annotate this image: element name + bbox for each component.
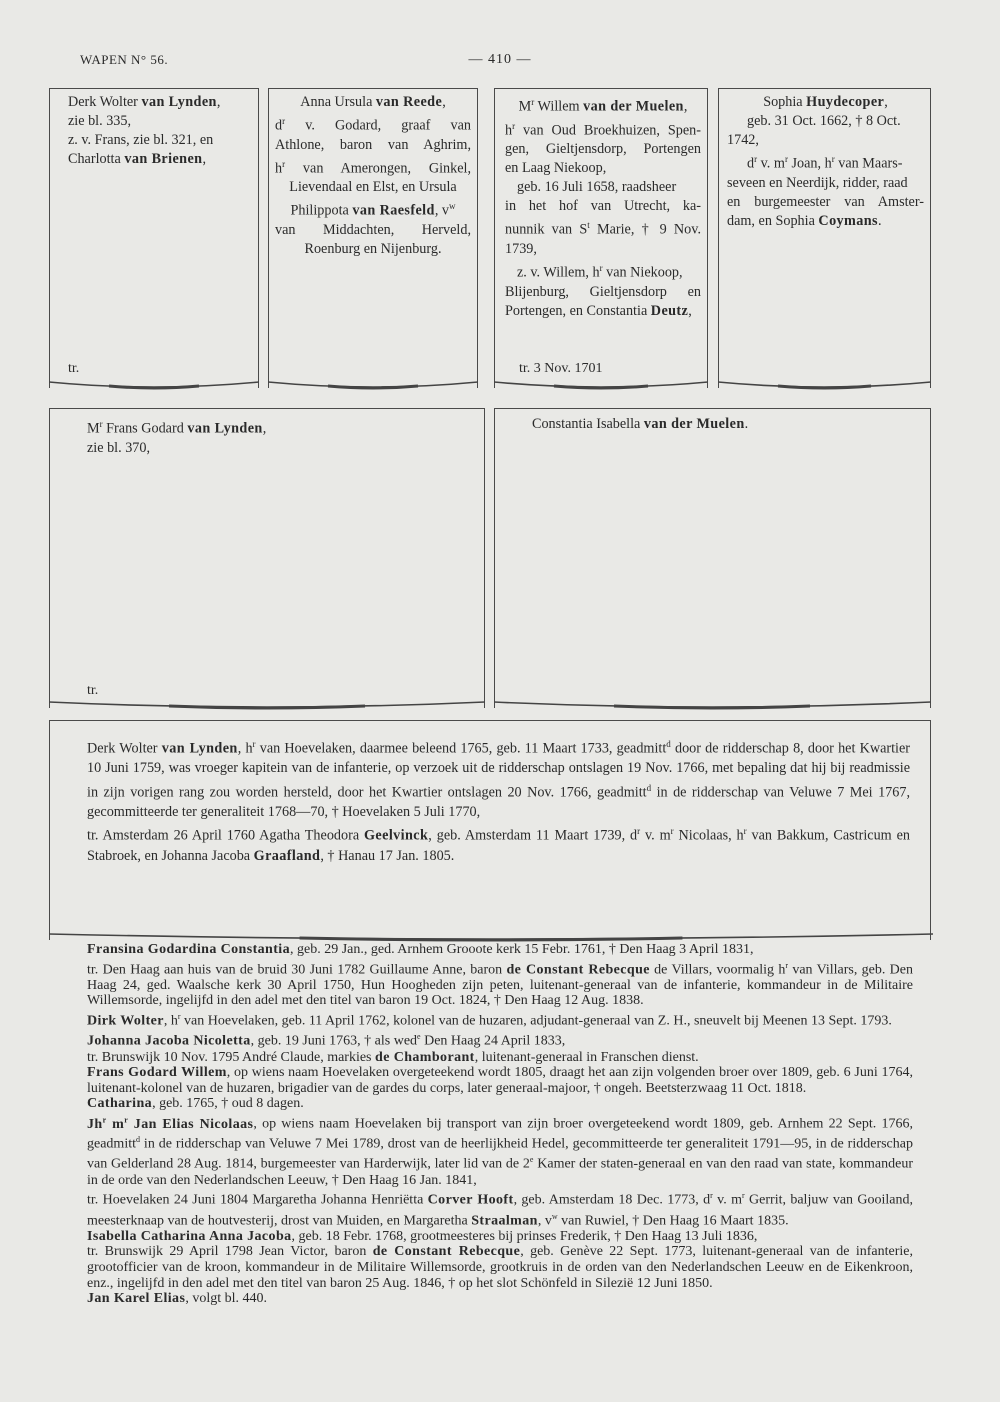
children-list [87, 942, 913, 1307]
line: en burgemeester van Amster- [727, 193, 924, 210]
marriage-label: tr. [68, 361, 80, 376]
line: Sophia Huydecoper, [763, 94, 888, 110]
line: Derk Wolter van Lynden, [68, 94, 221, 110]
line: zie bl. 335, [68, 113, 132, 129]
line: van Middachten, Herveld, [275, 222, 471, 239]
list-item: Johanna Jacoba Nicoletta, geb. 19 Juni 1763, † als wed$^e$ Den Haag 24 April 1833, [87, 1032, 566, 1049]
list-item: Isabella Catharina Anna Jacoba, geb. 18 Febr. 1768, grootmeesteres bij prinses Frederik, † Den Haag 13 Juli 1836, [87, 1228, 758, 1244]
ancestor-box-4-text [719, 89, 930, 231]
subject-biography: Derk Wolter van Lynden, $h^r$ van Hoevelaken, daarmee beleend 1765, geb. 11 Maart 1733, geadmitt$^d$ door de ridderschap 8, door het Kwartier 10 Juni 1759, was vroeger kapitein van de infanterie, op verzoek uit de ridderschap ontslagen 19 Nov. 1766, met bepaling dat hij bij readmissie in zijn vorigen rang zou worden hersteld, door het Kwartier ontslagen 20 Nov. 1766, geadmitt$^d$ in de ridderschap van Veluwe 7 Mei 1767, gecommitteerde ter generaliteit 1768—70, † Hoevelaken 5 Juli 1770, tr. Amsterdam 26 April 1760 Agatha Theodora Geelvinck, geb. Amsterdam 11 Maart 1739, $d^r$ v. $m^r$ Nicolaas, $h^r$ van Bakkum, Castricum en Stabroek, en Johanna Jacoba Graafland, † Hanau 17 Jan. 1805. [87, 739, 910, 864]
line: Anna Ursula van Reede, [300, 94, 446, 110]
ancestor-box-2-text [269, 89, 477, 259]
line: $h^r$ van Amerongen, Ginkel, [275, 158, 471, 177]
list-item: tr. Den Haag aan huis van de bruid 30 Juni 1782 Guillaume Anne, baron de Constant Rebecque de Villars, voormalig $h^r$ van Villars, geb. Den Haag 24, ged. Waalsche kerk 30 April 1750, Hun Hoogheden zijn peten, luitenant-generaal van de infanterie, kommandeur in de Militaire Willemsorde, ingelijfd in den adel met den titel van baron 19 Oct. 1824, † Den Haag 12 Aug. 1838. [87, 960, 914, 1009]
list-item: tr. Brunswijk 29 April 1798 Jean Victor, baron de Constant Rebecque, geb. Genève 22 Sept. 1773, luitenant-generaal van de infanterie, grootofficier van de kroon, kommandeur in de Militaire Willemsorde, grootkruis in de orden van den Nederlandschen Leeuw en de Eikenkroon, enz., ingelijfd in den adel met den titel van baron 25 Aug. 1846, † op het slot Schönfeld in Silezië 12 Juni 1850. [87, 1244, 913, 1291]
list-item: Fransina Godardina Constantia, geb. 29 Jan., ged. Arnhem Grooote kerk 15 Febr. 1761, † Den Haag 3 April 1831, [87, 942, 754, 957]
line: $M^r$ Willem van der Muelen, [518, 97, 688, 115]
subject-biography-box [49, 720, 931, 940]
line: Blijenburg, Gieltjensdorp en [505, 283, 701, 300]
parent-box-1 [49, 408, 485, 708]
line: dam, en Sophia Coymans. [727, 212, 882, 229]
line: nunnik van $S^t$ Marie, † 9 Nov. [505, 220, 701, 239]
box-bottom-border [268, 378, 478, 392]
marriage-label: tr. 3 Nov. 1701 [519, 361, 603, 376]
ancestor-box-3 [494, 88, 708, 388]
ancestor-box-2 [268, 88, 478, 388]
list-item: Jan Karel Elias, volgt bl. 440. [87, 1291, 267, 1307]
plate-number: WAPEN N° 56. [80, 52, 169, 67]
box-bottom-border [49, 698, 485, 712]
line: Portengen, en Constantia Deutz, [505, 302, 692, 319]
box-bottom-border [49, 378, 259, 392]
line: $M^r$ Frans Godard van Lynden, [87, 419, 267, 437]
marriage-label: tr. [87, 683, 99, 698]
line: Constantia Isabella van der Muelen. [532, 416, 749, 432]
line: seveen en Neerdijk, ridder, raad [727, 174, 908, 191]
box-bottom-border [718, 378, 931, 392]
ancestor-box-1 [49, 88, 259, 388]
box-bottom-border [494, 698, 931, 712]
line: Philippota van Raesfeld, $v^w$ [290, 201, 456, 220]
line: 1739, [505, 241, 537, 258]
line: Athlone, baron van Aghrim, [275, 136, 471, 153]
line: Roenburg en Nijenburg. [304, 241, 442, 258]
ancestor-box-3-text [495, 89, 707, 321]
page-header [80, 52, 920, 72]
ancestor-box-4 [718, 88, 931, 388]
line: in het hof van Utrecht, ka- [505, 198, 701, 215]
line: $d^r$ v. Godard, graaf van [275, 116, 471, 134]
line: geb. 16 Juli 1658, raadsheer [517, 179, 677, 196]
line: Lievendaal en Elst, en Ursula [289, 179, 457, 196]
line: 1742, [727, 132, 759, 148]
line: gen, Gieltjensdorp, Portengen [505, 141, 701, 158]
line: z. v. Frans, zie bl. 321, en [68, 132, 214, 148]
list-item: Dirk Wolter, $h^r$ van Hoevelaken, geb. 11 April 1762, kolonel van de huzaren, adjudant-generaal van Z. H., sneuvelt bij Meenen 13 Sept. 1793. [87, 1012, 892, 1029]
parent-box-2-text [495, 409, 930, 434]
line: $d^r$ v. $m^r$ Joan, $h^r$ van Maars- [747, 154, 903, 172]
parent-box-2 [494, 408, 931, 708]
line: Charlotta van Brienen, [68, 151, 206, 167]
list-item: tr. Brunswijk 10 Nov. 1795 André Claude, markies de Chamborant, luitenant-generaal in Franschen dienst. [87, 1049, 699, 1065]
page-number: — 410 — [468, 52, 532, 67]
list-item: tr. Hoevelaken 24 Juni 1804 Margaretha Johanna Henriëtta Corver Hooft, geb. Amsterdam 18 Dec. 1773, $d^r$ v. $m^r$ Gerrit, baljuw van Gooiland, meesterknaap van de houtvesterij, drost van Muiden, en Margaretha Straalman, $v^w$ van Ruwiel, † Den Haag 16 Maart 1835. [87, 1191, 914, 1229]
line: geb. 31 Oct. 1662, † 8 Oct. [747, 113, 901, 129]
line: z. v. Willem, $h^r$ van Niekoop, [517, 263, 683, 281]
line: $h^r$ van Oud Broekhuizen, Spen- [505, 120, 701, 139]
line: en Laag Niekoop, [505, 160, 607, 177]
list-item: Frans Godard Willem, op wiens naam Hoevelaken overgeteekend wordt 1805, draagt het aan zijn volgenden broer over 1809, geb. 6 Juni 1764, luitenant-kolonel van de huzaren, brigadier van de gardes du corps, later generaal-majoor, † ongeh. Beetsterzwaag 11 Oct. 1818. [87, 1065, 913, 1096]
parent-box-1-text [50, 409, 484, 458]
line: zie bl. 370, [87, 439, 151, 456]
box-bottom-border [494, 378, 708, 392]
list-item: Catharina, geb. 1765, † oud 8 dagen. [87, 1096, 304, 1112]
list-item: Jh$^r$ $m^r$ Jan Elias Nicolaas, op wiens naam Hoevelaken bij transport van zijn broer overgeteekend wordt 1809, geb. Arnhem 22 Sept. 1766, geadmitt$^d$ in de ridderschap van Veluwe 7 Mei 1789, drost van de heerlijkheid Hedel, gecommitteerde ter generaliteit 1791—95, in de ridderschap van Gelderland 28 Aug. 1814, burgemeester van Harderwijk, later lid van de 2e Kamer der staten-generaal en van den raad van state, kommandeur in de orde van den Nederlandschen Leeuw, † Den Haag 16 Jan. 1841, [87, 1114, 913, 1188]
ancestor-box-1-text [50, 89, 258, 169]
